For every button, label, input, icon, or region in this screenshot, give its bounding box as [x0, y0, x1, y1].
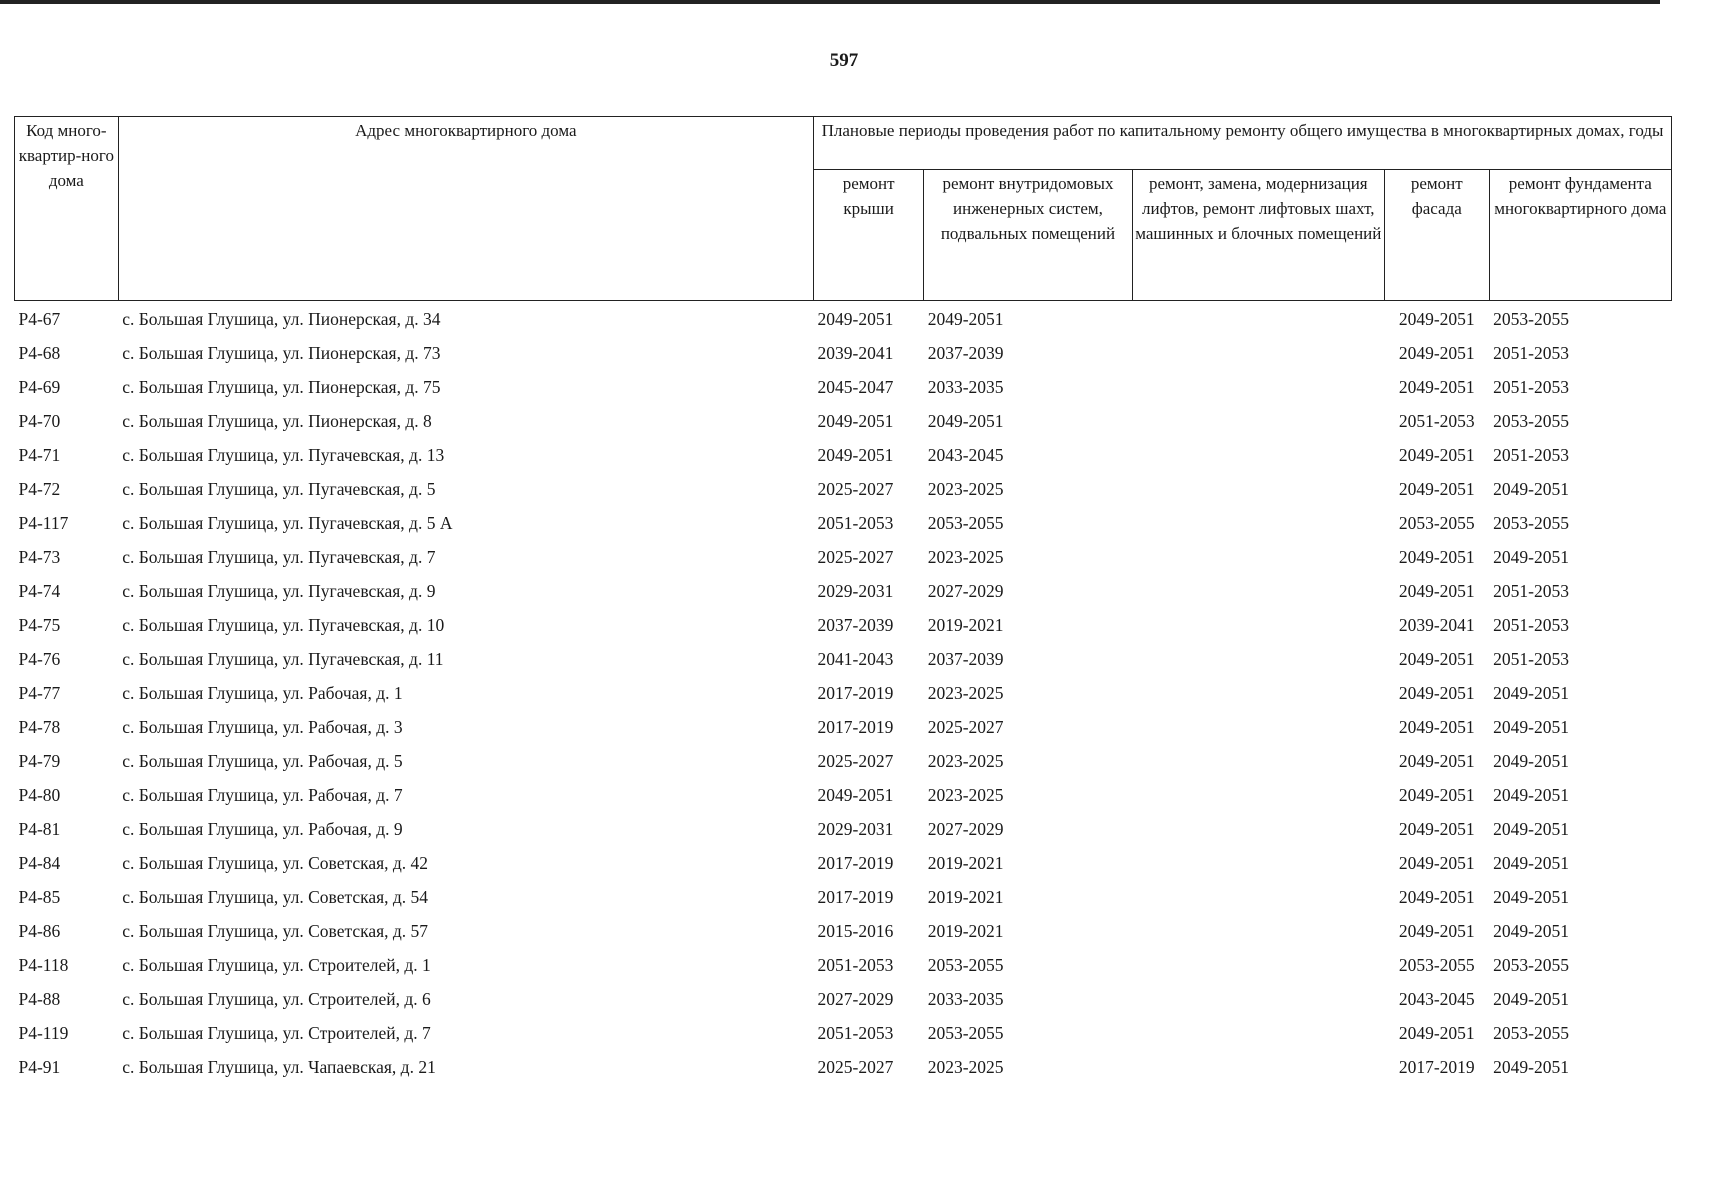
- cell-elevators: [1132, 574, 1384, 608]
- cell-elevators: [1132, 370, 1384, 404]
- cell-address: с. Большая Глушица, ул. Чапаевская, д. 21: [122, 1056, 436, 1077]
- cell-facade: 2049-2051: [1398, 648, 1475, 669]
- cell-address: с. Большая Глушица, ул. Пионерская, д. 8: [122, 410, 432, 431]
- cell-code: Р4-67: [18, 308, 61, 329]
- cell-code: Р4-118: [18, 954, 69, 975]
- cell-foundation: 2049-2051: [1493, 818, 1569, 839]
- cell-roof: 2025-2027: [817, 750, 894, 771]
- cell-elevators: [1132, 914, 1384, 948]
- cell-roof: 2017-2019: [817, 886, 894, 907]
- cell-engineering: 2049-2051: [927, 410, 1004, 431]
- cell-code: Р4-74: [18, 580, 61, 601]
- repair-schedule-table: [14, 116, 1672, 1084]
- cell-elevators: [1132, 778, 1384, 812]
- cell-address: с. Большая Глушица, ул. Советская, д. 54: [122, 886, 429, 907]
- table-row: [15, 1016, 1672, 1050]
- cell-roof: 2025-2027: [817, 478, 894, 499]
- table-row: [15, 540, 1672, 574]
- header-roof: ремонт крыши: [814, 170, 924, 301]
- cell-roof: 2017-2019: [817, 852, 894, 873]
- cell-foundation: 2051-2053: [1493, 648, 1569, 669]
- cell-address: с. Большая Глушица, ул. Рабочая, д. 3: [122, 716, 403, 737]
- table-row: [15, 982, 1672, 1016]
- header-address: Адрес многоквартирного дома: [118, 117, 813, 301]
- cell-elevators: [1132, 472, 1384, 506]
- cell-elevators: [1132, 336, 1384, 370]
- cell-facade: 2049-2051: [1398, 580, 1475, 601]
- table-row: [15, 472, 1672, 506]
- cell-elevators: [1132, 948, 1384, 982]
- header-periods: Плановые периоды проведения работ по капитальному ремонту общего имущества в многоквартирных домах, годы: [814, 117, 1672, 170]
- cell-engineering: 2023-2025: [927, 478, 1004, 499]
- cell-address: с. Большая Глушица, ул. Рабочая, д. 7: [122, 784, 403, 805]
- cell-roof: 2029-2031: [817, 818, 894, 839]
- cell-elevators: [1132, 438, 1384, 472]
- page-number: 597: [829, 50, 859, 71]
- cell-elevators: [1132, 982, 1384, 1016]
- cell-engineering: 2049-2051: [927, 308, 1004, 329]
- cell-facade: 2049-2051: [1398, 784, 1475, 805]
- cell-address: с. Большая Глушица, ул. Пугачевская, д. 9: [122, 580, 436, 601]
- cell-code: Р4-85: [18, 886, 61, 907]
- cell-facade: 2049-2051: [1398, 376, 1475, 397]
- cell-roof: 2049-2051: [817, 308, 894, 329]
- cell-address: с. Большая Глушица, ул. Рабочая, д. 5: [122, 750, 403, 771]
- cell-roof: 2017-2019: [817, 716, 894, 737]
- cell-address: с. Большая Глушица, ул. Строителей, д. 7: [122, 1022, 431, 1043]
- cell-facade: 2049-2051: [1398, 716, 1475, 737]
- cell-facade: 2049-2051: [1398, 1022, 1475, 1043]
- cell-roof: 2041-2043: [817, 648, 894, 669]
- cell-code: Р4-80: [18, 784, 61, 805]
- cell-engineering: 2019-2021: [927, 852, 1004, 873]
- cell-engineering: 2023-2025: [927, 784, 1004, 805]
- cell-elevators: [1132, 744, 1384, 778]
- cell-code: Р4-86: [18, 920, 61, 941]
- cell-roof: 2027-2029: [817, 988, 894, 1009]
- cell-engineering: 2053-2055: [927, 1022, 1004, 1043]
- cell-elevators: [1132, 846, 1384, 880]
- cell-roof: 2025-2027: [817, 546, 894, 567]
- cell-elevators: [1132, 676, 1384, 710]
- cell-code: Р4-71: [18, 444, 61, 465]
- cell-roof: 2025-2027: [817, 1056, 894, 1077]
- table-body: [15, 301, 1672, 1085]
- table-row: [15, 642, 1672, 676]
- header-code: Код много-квартир-ного дома: [15, 117, 119, 301]
- cell-roof: 2017-2019: [817, 682, 894, 703]
- cell-code: Р4-78: [18, 716, 61, 737]
- cell-address: с. Большая Глушица, ул. Рабочая, д. 9: [122, 818, 403, 839]
- table-row: [15, 914, 1672, 948]
- cell-engineering: 2023-2025: [927, 1056, 1004, 1077]
- table-row: [15, 676, 1672, 710]
- cell-foundation: 2051-2053: [1493, 444, 1569, 465]
- cell-address: с. Большая Глушица, ул. Пионерская, д. 75: [122, 376, 441, 397]
- cell-facade: 2039-2041: [1398, 614, 1475, 635]
- table-row: [15, 744, 1672, 778]
- cell-foundation: 2049-2051: [1493, 852, 1569, 873]
- cell-facade: 2049-2051: [1398, 308, 1475, 329]
- cell-foundation: 2053-2055: [1493, 410, 1569, 431]
- cell-foundation: 2051-2053: [1493, 580, 1569, 601]
- cell-facade: 2049-2051: [1398, 852, 1475, 873]
- cell-code: Р4-79: [18, 750, 61, 771]
- cell-facade: 2049-2051: [1398, 818, 1475, 839]
- cell-roof: 2049-2051: [817, 410, 894, 431]
- cell-foundation: 2051-2053: [1493, 614, 1569, 635]
- cell-address: с. Большая Глушица, ул. Пионерская, д. 73: [122, 342, 441, 363]
- table-row: [15, 404, 1672, 438]
- cell-elevators: [1132, 506, 1384, 540]
- cell-elevators: [1132, 710, 1384, 744]
- cell-address: с. Большая Глушица, ул. Советская, д. 57: [122, 920, 429, 941]
- cell-roof: 2029-2031: [817, 580, 894, 601]
- cell-code: Р4-84: [18, 852, 61, 873]
- table-row: [15, 370, 1672, 404]
- cell-elevators: [1132, 301, 1384, 337]
- table-row: [15, 608, 1672, 642]
- cell-foundation: 2053-2055: [1493, 954, 1569, 975]
- cell-foundation: 2049-2051: [1493, 682, 1569, 703]
- cell-roof: 2037-2039: [817, 614, 894, 635]
- table-header: [15, 117, 1672, 301]
- cell-code: Р4-117: [18, 512, 69, 533]
- cell-engineering: 2023-2025: [927, 682, 1004, 703]
- cell-elevators: [1132, 540, 1384, 574]
- cell-facade: 2043-2045: [1398, 988, 1475, 1009]
- cell-elevators: [1132, 1050, 1384, 1084]
- cell-code: Р4-88: [18, 988, 61, 1009]
- cell-engineering: 2043-2045: [927, 444, 1004, 465]
- cell-engineering: 2019-2021: [927, 886, 1004, 907]
- table-row: [15, 880, 1672, 914]
- cell-foundation: 2053-2055: [1493, 308, 1569, 329]
- cell-roof: 2039-2041: [817, 342, 894, 363]
- cell-address: с. Большая Глушица, ул. Строителей, д. 6: [122, 988, 431, 1009]
- cell-facade: 2049-2051: [1398, 886, 1475, 907]
- cell-foundation: 2049-2051: [1493, 988, 1569, 1009]
- cell-foundation: 2051-2053: [1493, 342, 1569, 363]
- cell-foundation: 2049-2051: [1493, 750, 1569, 771]
- cell-foundation: 2049-2051: [1493, 784, 1569, 805]
- cell-code: Р4-119: [18, 1022, 69, 1043]
- cell-elevators: [1132, 1016, 1384, 1050]
- cell-foundation: 2049-2051: [1493, 716, 1569, 737]
- cell-address: с. Большая Глушица, ул. Рабочая, д. 1: [122, 682, 403, 703]
- cell-engineering: 2053-2055: [927, 954, 1004, 975]
- cell-code: Р4-77: [18, 682, 61, 703]
- cell-foundation: 2049-2051: [1493, 1056, 1569, 1077]
- cell-engineering: 2033-2035: [927, 376, 1004, 397]
- cell-foundation: 2049-2051: [1493, 478, 1569, 499]
- cell-roof: 2051-2053: [817, 1022, 894, 1043]
- cell-roof: 2049-2051: [817, 444, 894, 465]
- header-elevators: ремонт, замена, модернизация лифтов, ремонт лифтовых шахт, машинных и блочных помещений: [1132, 170, 1384, 301]
- cell-elevators: [1132, 404, 1384, 438]
- cell-engineering: 2037-2039: [927, 342, 1004, 363]
- cell-engineering: 2027-2029: [927, 580, 1004, 601]
- cell-engineering: 2053-2055: [927, 512, 1004, 533]
- cell-address: с. Большая Глушица, ул. Пугачевская, д. 7: [122, 546, 436, 567]
- cell-address: с. Большая Глушица, ул. Пугачевская, д. 5: [122, 478, 436, 499]
- cell-address: с. Большая Глушица, ул. Пугачевская, д. 10: [122, 614, 445, 635]
- cell-address: с. Большая Глушица, ул. Пугачевская, д. 11: [122, 648, 444, 669]
- cell-facade: 2017-2019: [1398, 1056, 1475, 1077]
- cell-engineering: 2037-2039: [927, 648, 1004, 669]
- table-row: [15, 778, 1672, 812]
- cell-code: Р4-72: [18, 478, 61, 499]
- cell-address: с. Большая Глушица, ул. Строителей, д. 1: [122, 954, 431, 975]
- cell-facade: 2051-2053: [1398, 410, 1475, 431]
- cell-elevators: [1132, 812, 1384, 846]
- cell-engineering: 2019-2021: [927, 614, 1004, 635]
- cell-code: Р4-69: [18, 376, 61, 397]
- cell-roof: 2015-2016: [817, 920, 894, 941]
- cell-facade: 2049-2051: [1398, 682, 1475, 703]
- cell-roof: 2051-2053: [817, 954, 894, 975]
- cell-engineering: 2025-2027: [927, 716, 1004, 737]
- cell-roof: 2049-2051: [817, 784, 894, 805]
- top-rule: [0, 0, 1660, 4]
- table-row: [15, 710, 1672, 744]
- table-row: [15, 574, 1672, 608]
- header-engineering: ремонт внутридомовых инженерных систем, подвальных помещений: [924, 170, 1132, 301]
- cell-foundation: 2049-2051: [1493, 920, 1569, 941]
- table-row: [15, 812, 1672, 846]
- cell-facade: 2049-2051: [1398, 342, 1475, 363]
- table-row: [15, 948, 1672, 982]
- cell-code: Р4-81: [18, 818, 61, 839]
- header-foundation: ремонт фундамента многоквартирного дома: [1489, 170, 1671, 301]
- cell-roof: 2051-2053: [817, 512, 894, 533]
- table-row: [15, 1050, 1672, 1084]
- cell-foundation: 2053-2055: [1493, 1022, 1569, 1043]
- cell-elevators: [1132, 642, 1384, 676]
- cell-address: с. Большая Глушица, ул. Пугачевская, д. 5 А: [122, 512, 453, 533]
- cell-code: Р4-70: [18, 410, 61, 431]
- cell-facade: 2053-2055: [1398, 512, 1475, 533]
- cell-address: с. Большая Глушица, ул. Пионерская, д. 34: [122, 308, 441, 329]
- cell-engineering: 2027-2029: [927, 818, 1004, 839]
- cell-code: Р4-75: [18, 614, 61, 635]
- cell-engineering: 2033-2035: [927, 988, 1004, 1009]
- cell-facade: 2049-2051: [1398, 546, 1475, 567]
- table-row: [15, 506, 1672, 540]
- cell-address: с. Большая Глушица, ул. Советская, д. 42: [122, 852, 429, 873]
- cell-foundation: 2053-2055: [1493, 512, 1569, 533]
- cell-engineering: 2023-2025: [927, 546, 1004, 567]
- cell-address: с. Большая Глушица, ул. Пугачевская, д. 13: [122, 444, 445, 465]
- table-row: [15, 846, 1672, 880]
- cell-engineering: 2019-2021: [927, 920, 1004, 941]
- header-facade: ремонт фасада: [1384, 170, 1489, 301]
- cell-roof: 2045-2047: [817, 376, 894, 397]
- cell-code: Р4-91: [18, 1056, 61, 1077]
- cell-facade: 2049-2051: [1398, 444, 1475, 465]
- cell-facade: 2049-2051: [1398, 750, 1475, 771]
- cell-facade: 2049-2051: [1398, 920, 1475, 941]
- table-row: [15, 438, 1672, 472]
- cell-engineering: 2023-2025: [927, 750, 1004, 771]
- cell-facade: 2049-2051: [1398, 478, 1475, 499]
- cell-foundation: 2049-2051: [1493, 886, 1569, 907]
- table-row: [15, 336, 1672, 370]
- cell-code: Р4-68: [18, 342, 61, 363]
- cell-elevators: [1132, 880, 1384, 914]
- cell-code: Р4-73: [18, 546, 61, 567]
- cell-foundation: 2049-2051: [1493, 546, 1569, 567]
- cell-foundation: 2051-2053: [1493, 376, 1569, 397]
- cell-code: Р4-76: [18, 648, 61, 669]
- cell-elevators: [1132, 608, 1384, 642]
- cell-facade: 2053-2055: [1398, 954, 1475, 975]
- table-row: [15, 301, 1672, 337]
